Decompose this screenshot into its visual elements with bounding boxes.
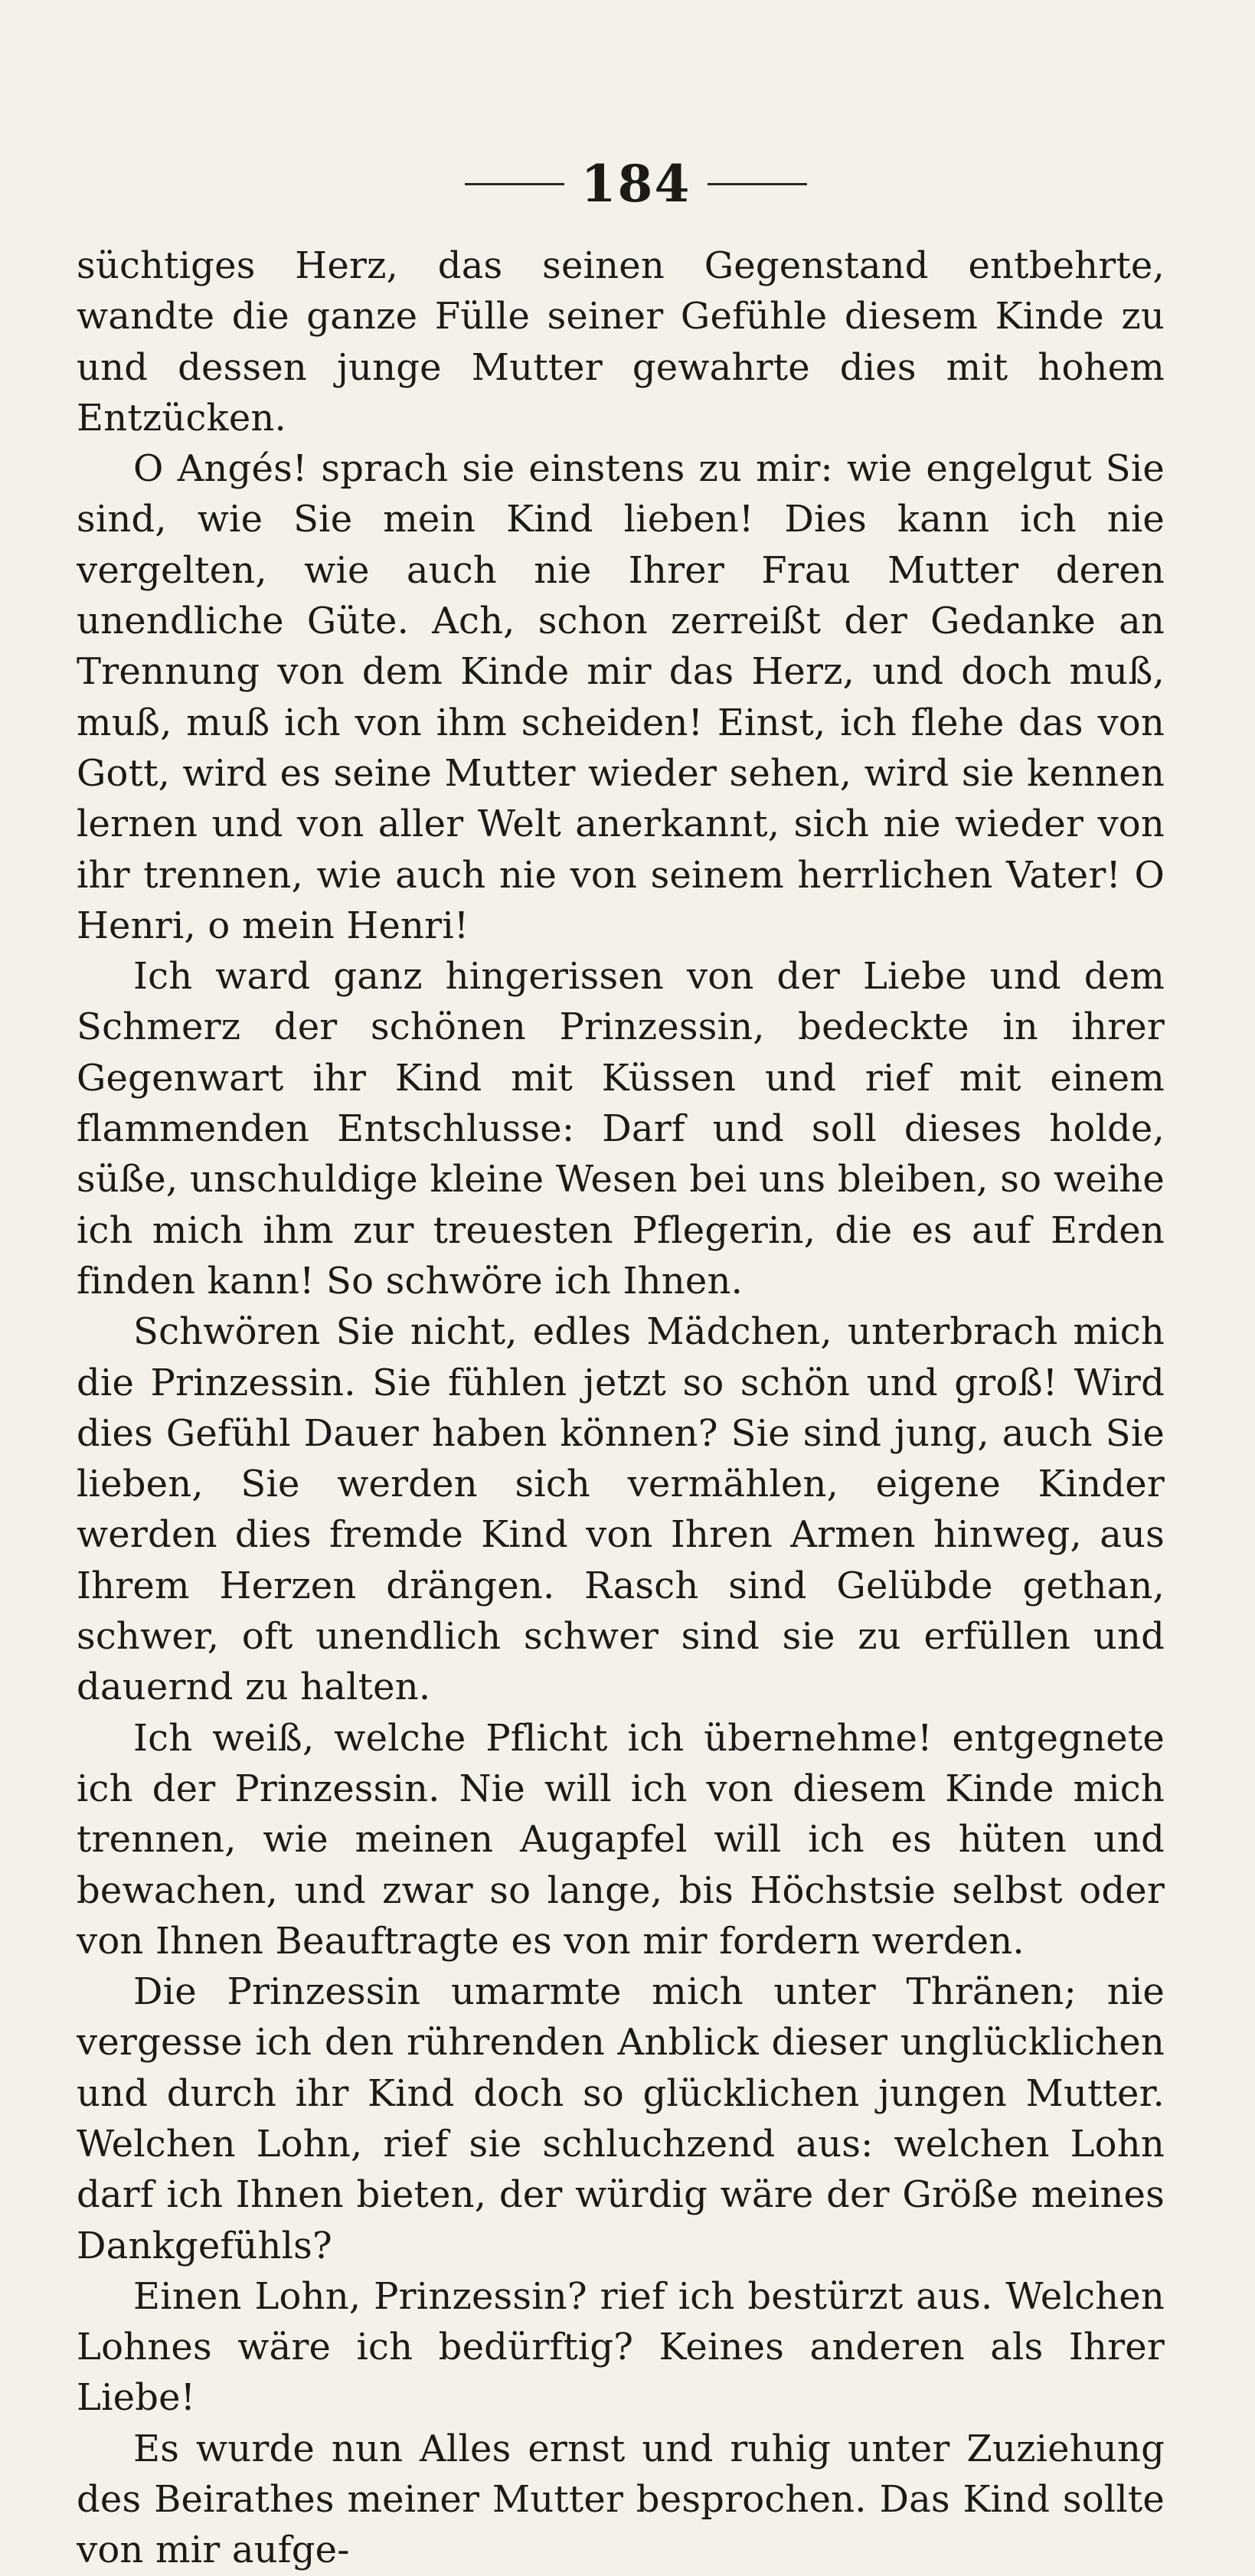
header-rule-left — [465, 183, 564, 185]
paragraph: Schwören Sie nicht, edles Mädchen, unterbrach mich die Prinzessin. Sie fühlen jetzt so schön und groß! Wird dies Gefühl Dauer haben können? Sie sind jung, auch Sie lieben, Sie werden sich vermählen, eigene Kinder werden dies fremde Kind von Ihren Armen hinweg, aus Ihrem Herzen drängen. Rasch sind Gelübde gethan, schwer, oft unendlich schwer sind sie zu erfüllen und dauernd zu halten. — [77, 1310, 1165, 1709]
page-number: 184 — [580, 154, 691, 214]
paragraph: Die Prinzessin umarmte mich unter Thränen; nie vergesse ich den rührenden Anblick dieser unglücklichen und durch ihr Kind doch so glücklichen jungen Mutter. Welchen Lohn, rief sie schluchzend aus: welchen Lohn darf ich Ihnen bieten, der würdig wäre der Größe meines Dankgefühls? — [77, 1970, 1165, 2267]
header-rule-right — [708, 183, 807, 185]
paragraph: O Angés! sprach sie einstens zu mir: wie engelgut Sie sind, wie Sie mein Kind lieben! Dies kann ich nie vergelten, wie auch nie Ihrer Frau Mutter deren unendliche Güte. Ach, schon zerreißt der Gedanke an Trennung von dem Kinde mir das Herz, und doch muß, muß, muß ich von ihm scheiden! Einst, ich flehe das von Gott, wird es seine Mutter wieder sehen, wird sie kennen lernen und von aller Welt anerkannt, sich nie wieder von ihr trennen, wie auch nie von seinem herrlichen Vater! O Henri, o mein Henri! — [77, 447, 1165, 947]
paragraph: Es wurde nun Alles ernst und ruhig unter Zuziehung des Beirathes meiner Mutter besprochen. Das Kind sollte von mir aufge- — [77, 2427, 1165, 2572]
page-header — [107, 153, 1165, 214]
paragraph: Einen Lohn, Prinzessin? rief ich bestürzt aus. Welchen Lohnes wäre ich bedürftig? Keines anderen als Ihrer Liebe! — [77, 2274, 1165, 2420]
body-text — [77, 240, 1165, 2576]
paragraph: Ich weiß, welche Pflicht ich übernehme! entgegnete ich der Prinzessin. Nie will ich von diesem Kinde mich trennen, wie meinen Augapfel will ich es hüten und bewachen, und zwar so lange, bis Höchstsie selbst oder von Ihnen Beauftragte es von mir fordern werden. — [77, 1716, 1165, 1963]
paragraph: süchtiges Herz, das seinen Gegenstand entbehrte, wandte die ganze Fülle seiner Gefühle diesem Kinde zu und dessen junge Mutter gewahrte dies mit hohem Entzücken. — [77, 244, 1165, 440]
paragraph: Ich ward ganz hingerissen von der Liebe und dem Schmerz der schönen Prinzessin, bedeckte in ihrer Gegenwart ihr Kind mit Küssen und rief mit einem flammenden Entschlusse: Darf und soll dieses holde, süße, unschuldige kleine Wesen bei uns bleiben, so weihe ich mich ihm zur treuesten Pflegerin, die es auf Erden finden kann! So schwöre ich Ihnen. — [77, 955, 1165, 1303]
